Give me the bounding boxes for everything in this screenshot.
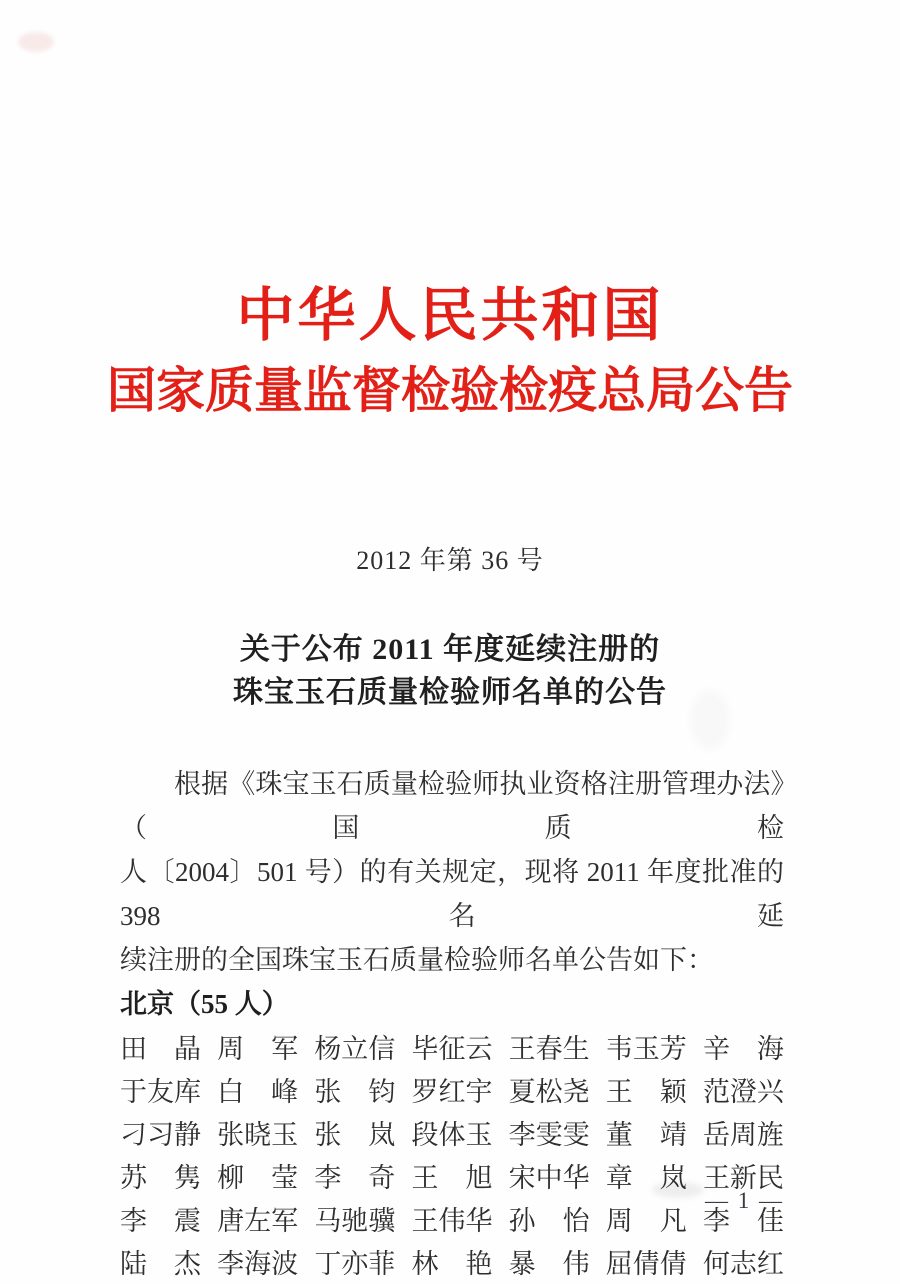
- person-name: 于友库: [120, 1077, 201, 1107]
- person-name: 韦玉芳: [605, 1034, 687, 1064]
- person-name: 暴 伟: [508, 1249, 590, 1279]
- person-name: 张 钧: [314, 1077, 396, 1107]
- person-name: 李 佳: [702, 1206, 784, 1236]
- person-name: 董 靖: [605, 1120, 687, 1150]
- announcement-heading: [0, 628, 900, 714]
- masthead-country-title: 中华人民共和国: [236, 283, 664, 348]
- person-name: 张晓玉: [217, 1120, 299, 1150]
- announcement-heading-line1: 关于公布 2011 年度延续注册的: [239, 633, 661, 666]
- person-name: 毕征云: [411, 1034, 493, 1064]
- person-name: 岳周旌: [702, 1120, 784, 1150]
- person-name: 宋中华: [508, 1163, 590, 1193]
- person-name: 李海波: [217, 1249, 299, 1279]
- person-name: 陆 杰: [120, 1249, 201, 1279]
- name-row: [120, 1028, 784, 1071]
- person-name: 王 旭: [411, 1163, 493, 1193]
- person-name: 王伟华: [411, 1206, 493, 1236]
- issue-number: 2012 年第 36 号: [356, 546, 544, 575]
- person-name: 孙 怡: [508, 1206, 590, 1236]
- announcement-heading-line2: 珠宝玉石质量检验师名单的公告: [233, 676, 667, 709]
- person-name: 李 震: [120, 1206, 201, 1236]
- person-name: 张 岚: [314, 1120, 396, 1150]
- person-name: 辛 海: [702, 1034, 784, 1064]
- person-name: 罗红宇: [411, 1077, 493, 1107]
- person-name: 刁习静: [120, 1120, 201, 1150]
- person-name: 李 奇: [314, 1163, 396, 1193]
- person-name: 林 艳: [411, 1249, 493, 1279]
- person-name: 田 晶: [120, 1034, 201, 1064]
- scan-artifact: [18, 32, 54, 52]
- page-number: — 1 —: [705, 1188, 784, 1213]
- body-paragraph: [120, 762, 784, 982]
- person-name: 周 凡: [605, 1206, 687, 1236]
- person-name: 屈倩倩: [605, 1249, 687, 1279]
- person-name: 马驰骥: [314, 1206, 396, 1236]
- person-name: 王新民: [702, 1163, 784, 1193]
- person-name: 范澄兴: [702, 1077, 784, 1107]
- person-name: 杨立信: [314, 1034, 396, 1064]
- person-name: 周 军: [217, 1034, 299, 1064]
- person-name: 唐左军: [217, 1206, 299, 1236]
- person-name: 段体玉: [411, 1120, 493, 1150]
- section-label-beijing: 北京（55 人）: [120, 989, 289, 1019]
- person-name: 柳 莹: [217, 1163, 299, 1193]
- person-name: 夏松尧: [508, 1077, 590, 1107]
- masthead-agency-title: 国家质量监督检验检疫总局公告: [106, 363, 793, 418]
- paragraph-line: 续注册的全国珠宝玉石质量检验师名单公告如下：: [120, 945, 714, 975]
- person-name: 何志红: [702, 1249, 784, 1279]
- person-name: 白 峰: [217, 1077, 299, 1107]
- name-row: [120, 1114, 784, 1157]
- person-name: 丁亦菲: [314, 1249, 396, 1279]
- paragraph-line: 人〔2004〕501 号）的有关规定，现将 2011 年度批准的 398 名延: [120, 857, 784, 931]
- person-name: 王春生: [508, 1034, 590, 1064]
- person-name: 李雯雯: [508, 1120, 590, 1150]
- name-list: [120, 1028, 784, 1284]
- name-row: [120, 1071, 784, 1114]
- name-row: [120, 1243, 784, 1284]
- person-name: 章 岚: [605, 1163, 687, 1193]
- person-name: 王 颖: [605, 1077, 687, 1107]
- paragraph-line: 根据《珠宝玉石质量检验师执业资格注册管理办法》（国质检: [120, 769, 784, 843]
- person-name: 苏 隽: [120, 1163, 201, 1193]
